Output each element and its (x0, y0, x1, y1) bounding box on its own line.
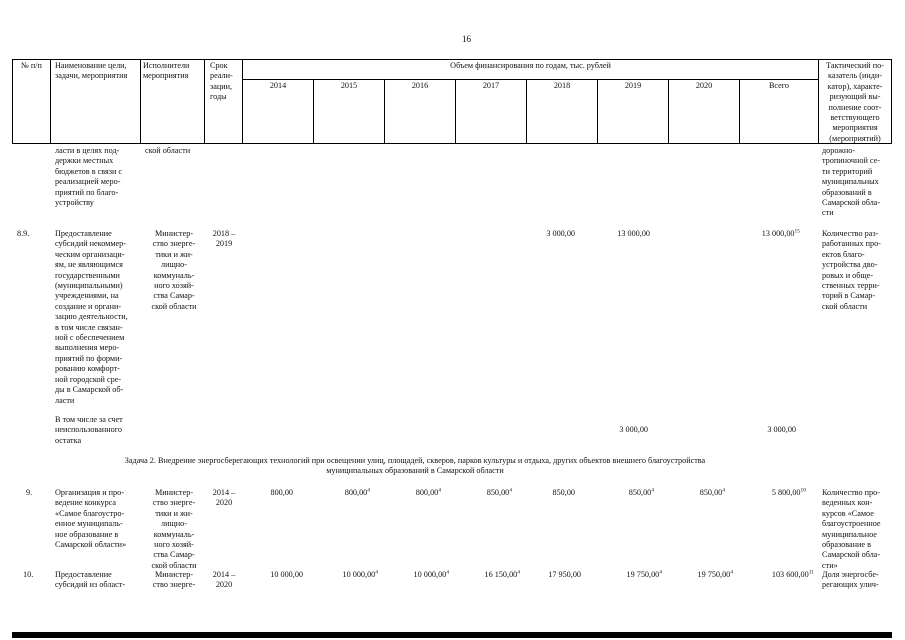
row-9-2019 (598, 488, 654, 498)
row-9-2019-sup: 4 (651, 487, 654, 494)
row-10-2015 (314, 570, 378, 580)
row-9-2019-value: 850,00 (628, 488, 652, 497)
row-9-num: 9. (26, 488, 33, 497)
row-9-2015-sup: 4 (367, 487, 370, 494)
row-10-2020-sup: 4 (730, 569, 733, 576)
page-bottom-edge (12, 632, 892, 638)
header-year-2018: 2018 (553, 81, 571, 90)
row-8-9-term: 2018 – 2019 (212, 229, 236, 249)
row-10-total-sup: 11 (808, 569, 814, 576)
row-9-total-value: 5 800,00 (771, 488, 801, 497)
row-8-9-name: Предоставление субсидий некоммер- ческим организаци- ям, не являющимся государственными (муниципальными) учреждениями, на создание и органи- зацию деятельности, в том числе связан- ной с обеспечением выполнения меро- приятий по форми- рованию комфорт- ной городской сре- ды в Самарской об- ласти (55, 229, 128, 405)
row-10-2016 (385, 570, 449, 580)
header-executors: Исполнители мероприятия (143, 61, 190, 81)
row-10-2019 (598, 570, 662, 580)
row-8-9-num: 8.9. (17, 229, 30, 238)
header-year-2017: 2017 (482, 81, 500, 90)
row-9-2014-value: 800,00 (270, 488, 293, 497)
row-9-2018-value: 850,00 (552, 488, 575, 497)
row-incl-name: В том числе за счет неиспользованного остатка (55, 415, 123, 445)
financing-sub-border (242, 79, 818, 80)
task-2-heading: Задача 2. Внедрение энергосберегающих технологий при освещении улиц, площадей, скверов, парков культуры и отдыха, других объектов внешнего благоустройства муниципальных образований в Самарской области (124, 456, 706, 476)
row-9-2020-value: 850,00 (699, 488, 723, 497)
row-9-total-sup: 10 (800, 487, 806, 494)
row-9-executor: Министер- ство энерге- тики и жи- лищно- коммуналь- ного хозяй- ства Самар- ской области (151, 488, 197, 570)
row-10-num: 10. (23, 570, 34, 579)
row-10-2020-value: 19 750,00 (697, 570, 731, 579)
row-9-2020-sup: 4 (722, 487, 725, 494)
header-bottom-border (12, 143, 892, 144)
header-top-border (12, 59, 892, 60)
row-9-total (740, 488, 806, 498)
row-10-2017-sup: 4 (517, 569, 520, 576)
header-year-2020: 2020 (695, 81, 713, 90)
header-financing: Объем финансирования по годам, тыс. рублей (450, 61, 611, 70)
header-indicator: Тактический по- казатель (инди- катор), характе- ризующий вы- полнение соот- ветствующего мероприятия (мероприятий) (826, 61, 884, 143)
header-total: Всего (768, 81, 790, 90)
row-9-2016-sup: 4 (438, 487, 441, 494)
row-10-total (740, 570, 814, 580)
row-9-2016 (385, 488, 441, 498)
cont-row-executor: ской области (145, 146, 191, 155)
row-10-2016-sup: 4 (446, 569, 449, 576)
header-num: № п/п (21, 61, 42, 70)
row-10-2015-value: 10 000,00 (342, 570, 376, 579)
row-9-2016-value: 800,00 (415, 488, 439, 497)
row-9-indicator: Количество про- веденных кон- курсов «Самое благоустроенное муниципальное образование в Самарской обла- сти» (822, 488, 881, 570)
row-10-total-value: 103 600,00 (771, 570, 809, 579)
row-10-2018-value: 17 950,00 (548, 570, 581, 579)
header-term: Срок реали- зации, годы (210, 61, 233, 102)
header-year-2016: 2016 (411, 81, 429, 90)
col-border-right (891, 59, 892, 144)
row-8-9-2019: 13 000,00 (617, 229, 650, 238)
row-10-2016-value: 10 000,00 (413, 570, 447, 579)
row-10-executor: Министер- ство энерге- (152, 570, 196, 590)
header-name: Наименование цели, задачи, мероприятия (55, 61, 128, 81)
col-border-left (12, 59, 13, 144)
row-9-2017-sup: 4 (509, 487, 512, 494)
header-year-2014: 2014 (269, 81, 287, 90)
row-10-2020 (669, 570, 733, 580)
row-10-2017-value: 16 150,00 (484, 570, 518, 579)
row-10-2019-value: 19 750,00 (626, 570, 660, 579)
row-8-9-total (740, 229, 800, 239)
header-year-2019: 2019 (624, 81, 642, 90)
row-10-name: Предоставление субсидий из област- (55, 570, 126, 590)
row-9-2015-value: 800,00 (344, 488, 368, 497)
row-10-2019-sup: 4 (659, 569, 662, 576)
row-9-2014 (243, 488, 293, 498)
row-9-name: Организация и про- ведение конкурса «Самое благоустро- енное муниципаль- ное образование в Самарской области» (55, 488, 127, 550)
row-10-indicator: Доля энергосбе- регающих улич- (822, 570, 879, 590)
row-9-2015 (314, 488, 370, 498)
row-10-2014 (243, 570, 303, 580)
row-10-2014-value: 10 000,00 (270, 570, 303, 579)
page-number: 16 (462, 34, 471, 44)
row-8-9-total-value: 13 000,00 (761, 229, 795, 238)
header-year-2015: 2015 (340, 81, 358, 90)
row-8-9-total-footnote: 15 (794, 228, 800, 235)
row-10-term: 2014 – 2020 (212, 570, 236, 590)
row-10-2017 (456, 570, 520, 580)
col-border-3 (204, 59, 205, 144)
row-9-2018 (527, 488, 575, 498)
row-10-2015-sup: 4 (375, 569, 378, 576)
row-9-term: 2014 – 2020 (212, 488, 236, 508)
row-9-2017 (456, 488, 512, 498)
row-10-2018 (527, 570, 581, 580)
row-9-2020 (669, 488, 725, 498)
row-8-9-executor: Министер- ство энерге- тики и жи- лищно- коммуналь- ного хозяй- ства Самар- ской области (151, 229, 197, 311)
col-border-1 (50, 59, 51, 144)
row-incl-2019: 3 000,00 (619, 425, 648, 434)
cont-row-indicator: дорожно- тропиночной се- ти территорий муниципальных образований в Самарской обла- сти (822, 146, 881, 218)
row-8-9-2018: 3 000,00 (546, 229, 575, 238)
row-8-9-indicator: Количество раз- работанных про- ектов благо- устройства дво- ровых и обще- ственных терри- торий в Самар- ской области (822, 229, 881, 311)
cont-row-name: ласти в целях под- держки местных бюджетов в связи с реализацией меро- приятий по благо- устройству (55, 146, 123, 208)
col-border-2 (140, 59, 141, 144)
row-9-2017-value: 850,00 (486, 488, 510, 497)
col-border-4 (242, 59, 243, 144)
row-incl-total: 3 000,00 (767, 425, 796, 434)
